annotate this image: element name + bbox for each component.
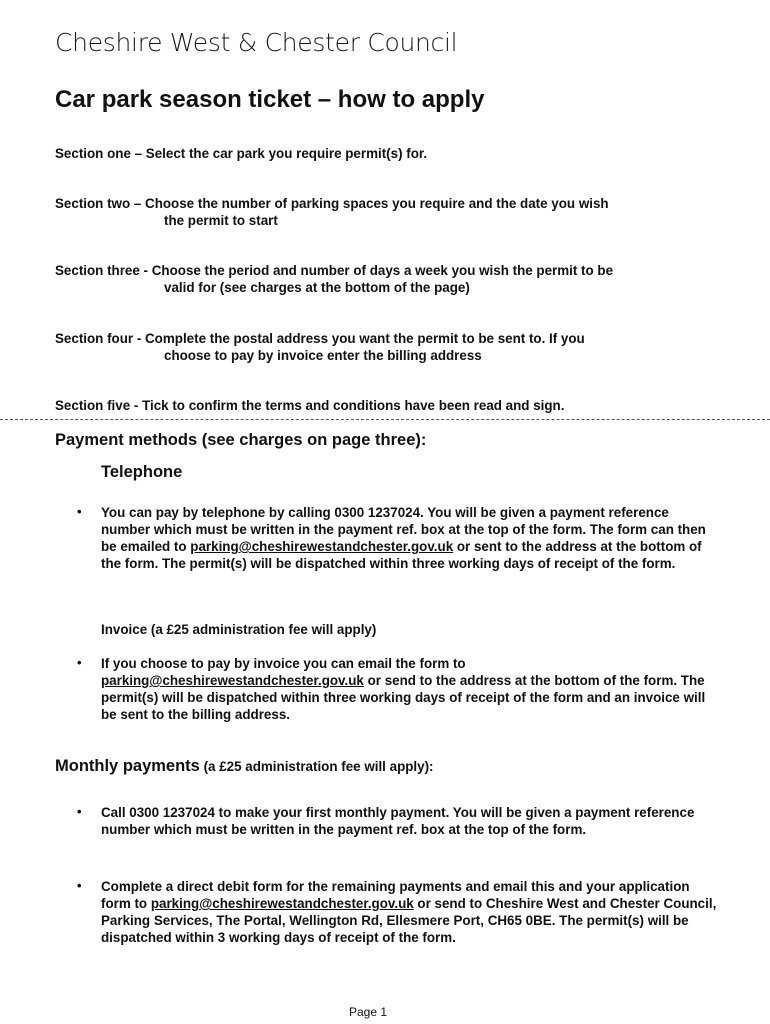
- section-four: [55, 330, 715, 364]
- section-two-label: Section two –: [55, 196, 146, 211]
- dashed-divider: [0, 419, 770, 420]
- page-title: Car park season ticket – how to apply: [55, 86, 485, 113]
- bullet-icon: •: [77, 655, 82, 670]
- section-three: [55, 262, 715, 296]
- email-link[interactable]: parking@cheshirewestandchester.gov.uk: [150, 896, 414, 911]
- invoice-heading: Invoice (a £25 administration fee will apply): [101, 622, 377, 637]
- section-one: [55, 145, 715, 162]
- section-five: [55, 397, 715, 414]
- section-four-label: Section four -: [55, 331, 146, 346]
- monthly-bullet-2: [101, 878, 721, 946]
- telephone-text: You can pay by telephone by calling 0300 1237024. You will be given a payment reference number which must be written in the payment ref. box at the top of the form. The form can then be emailed to: [101, 505, 706, 554]
- monthly-heading: Monthly payments: [55, 757, 200, 775]
- section-three-label: Section three -: [55, 263, 152, 278]
- bullet-icon: •: [77, 504, 82, 519]
- section-three-cont: valid for (see charges at the bottom of the page): [164, 280, 470, 295]
- page-number: Page 1: [349, 1005, 388, 1019]
- section-five-label: Section five -: [55, 398, 143, 413]
- section-two-cont: the permit to start: [164, 213, 278, 228]
- section-four-cont: choose to pay by invoice enter the billing address: [164, 348, 482, 363]
- monthly-heading-note: (a £25 administration fee will apply):: [199, 759, 434, 774]
- telephone-heading: Telephone: [101, 463, 183, 481]
- invoice-text-end: or send to the address at the bottom of the form. The permit(s) will be dispatched within three working days of receipt of the form and an invoice will be sent to the billing address.: [101, 673, 706, 722]
- section-one-text: Select the car park you require permit(s) for.: [145, 146, 428, 161]
- monthly-bullet-1: Call 0300 1237024 to make your first monthly payment. You will be given a payment reference number which must be written in the payment ref. box at the top of the form.: [101, 805, 695, 837]
- invoice-paragraph: [101, 655, 721, 723]
- invoice-text: If you choose to pay by invoice you can email the form to: [101, 656, 466, 671]
- telephone-paragraph: [101, 504, 721, 572]
- monthly-bullet-2-text: Complete a direct debit form for the remaining payments and email this and your application form to: [101, 879, 690, 911]
- monthly-heading-row: [55, 757, 434, 776]
- section-four-text: Complete the postal address you want the permit to be sent to. If you: [145, 331, 585, 346]
- section-five-text: Tick to confirm the terms and conditions have been read and sign.: [142, 398, 565, 413]
- section-three-text: Choose the period and number of days a week you wish the permit to be: [151, 263, 614, 278]
- monthly-bullet-2-text-end: or send to Cheshire West and Chester Council, Parking Services, The Portal, Wellington Rd, Ellesmere Port, CH65 0BE. The permit(s) will be dispatched within 3 working days of receipt of the form.: [101, 896, 717, 945]
- section-two-text: Choose the number of parking spaces you require and the date you wish: [145, 196, 609, 211]
- email-link[interactable]: parking@cheshirewestandchester.gov.uk: [190, 539, 454, 554]
- bullet-icon: •: [77, 878, 82, 893]
- section-one-label: Section one –: [55, 146, 146, 161]
- telephone-text-end: or sent to the address at the bottom of the form. The permit(s) will be dispatched within three working days of receipt of the form.: [101, 539, 702, 571]
- council-logo: Cheshire West & Chester Council: [55, 28, 458, 57]
- bullet-icon: •: [77, 804, 82, 819]
- payment-methods-heading: Payment methods (see charges on page three):: [55, 431, 427, 449]
- email-link[interactable]: parking@cheshirewestandchester.gov.uk: [101, 673, 364, 688]
- section-two: [55, 195, 715, 229]
